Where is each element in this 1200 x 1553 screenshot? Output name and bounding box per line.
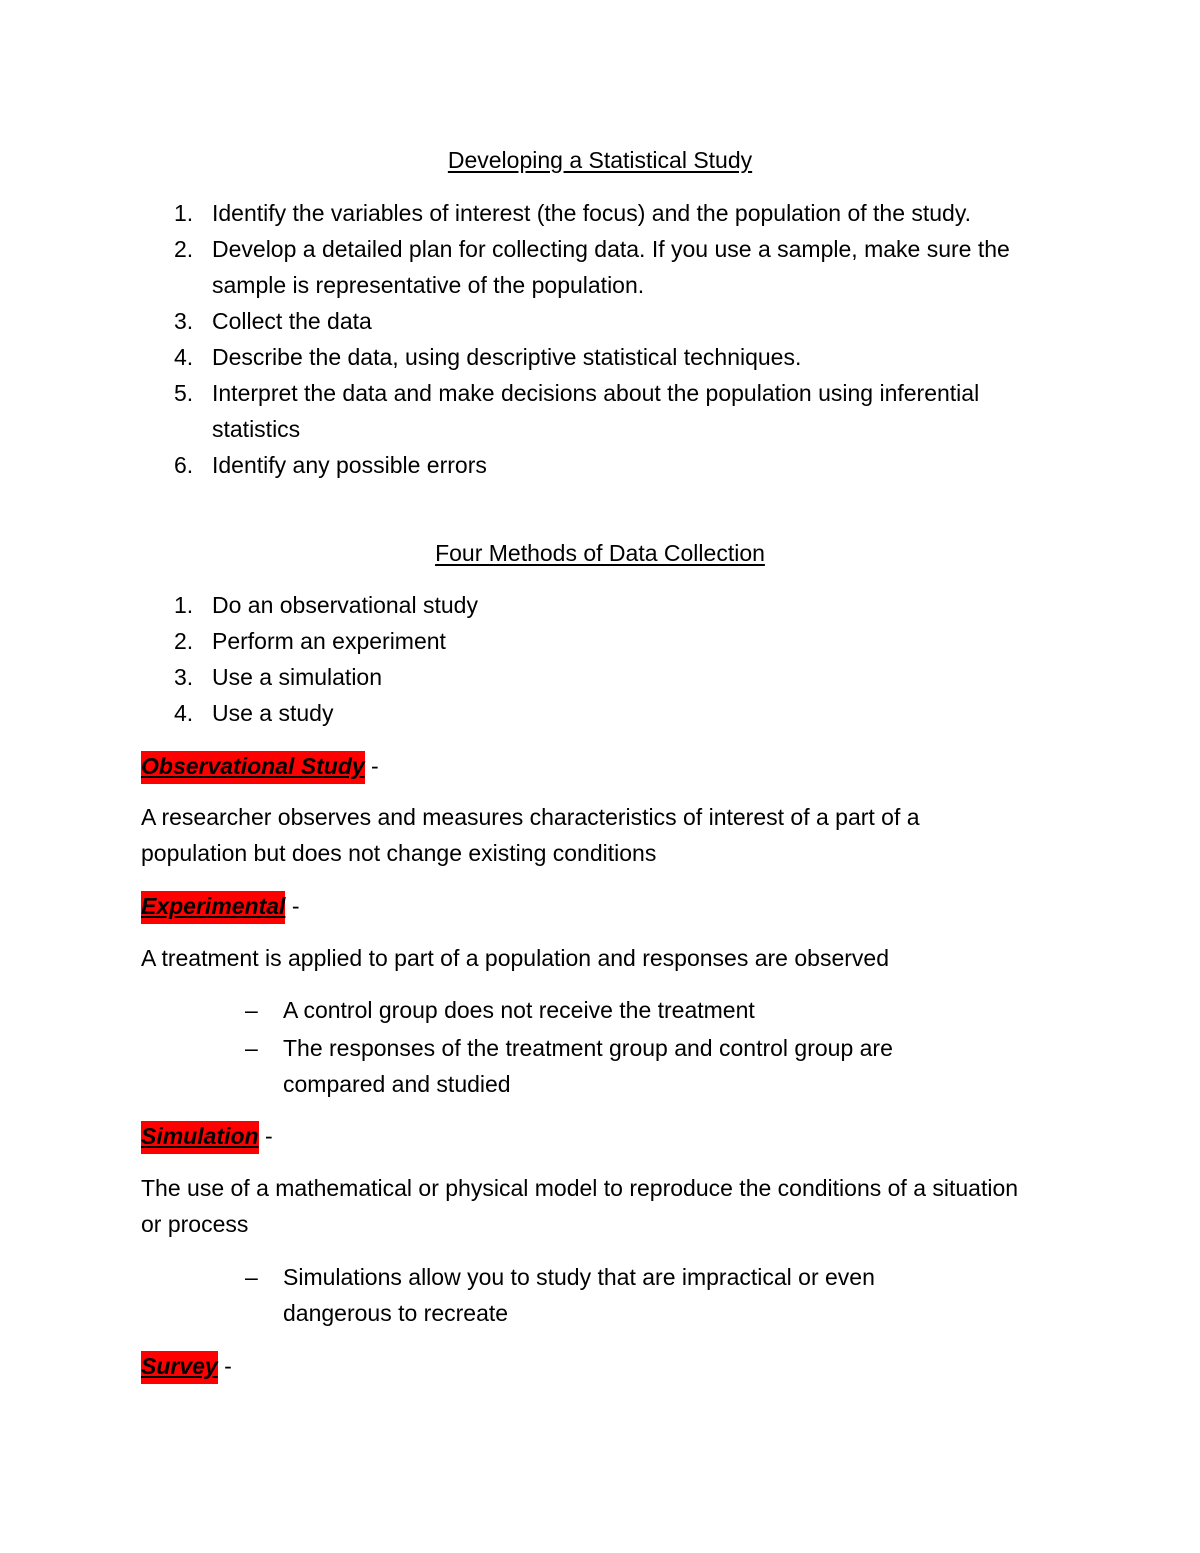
list-item (0, 447, 1200, 483)
list-item (0, 587, 1200, 623)
experimental-bullets (0, 992, 1200, 1104)
list-item-text: Do an observational study (212, 592, 478, 618)
list-item-text: A control group does not receive the treatment (283, 997, 755, 1023)
survey-term: Survey (141, 1351, 218, 1384)
heading-developing-study: Developing a Statistical Study (447, 147, 753, 173)
list-item (0, 339, 1200, 375)
list-number: 6. (174, 452, 194, 478)
dash-bullet: – (245, 1035, 258, 1061)
list-item (0, 992, 1200, 1028)
simulation-term: Simulation (141, 1121, 259, 1154)
experimental-definition: A treatment is applied to part of a population and responses are observed (141, 945, 889, 971)
list-item (0, 375, 1200, 447)
methods-list (0, 587, 1200, 731)
list-item-text: The responses of the treatment group and control group are compared and studied (283, 1035, 893, 1097)
list-item-text: Use a study (212, 700, 334, 726)
survey-term-line (141, 1348, 232, 1384)
list-number: 2. (174, 236, 194, 262)
list-item-text: Develop a detailed plan for collecting data. If you use a sample, make sure the sample is representative of the population. (212, 236, 1010, 298)
list-item-text: Identify any possible errors (212, 452, 487, 478)
list-item-text: Use a simulation (212, 664, 383, 690)
list-number: 1. (174, 592, 194, 618)
simulation-term-line (141, 1118, 273, 1154)
term-suffix: - (364, 753, 379, 779)
list-item (0, 1259, 1200, 1331)
term-suffix: - (258, 1123, 273, 1149)
list-item (0, 303, 1200, 339)
list-number: 1. (174, 200, 194, 226)
list-item (0, 231, 1200, 303)
experimental-term-line (141, 888, 300, 924)
list-item (0, 695, 1200, 731)
list-number: 4. (174, 344, 194, 370)
simulation-definition: The use of a mathematical or physical model to reproduce the conditions of a situation or process (141, 1175, 1019, 1237)
list-item-text: Collect the data (212, 308, 372, 334)
list-number: 3. (174, 664, 194, 690)
observational-study-term-line (141, 748, 379, 784)
heading-four-methods: Four Methods of Data Collection (435, 540, 765, 566)
list-item-text: Simulations allow you to study that are impractical or even dangerous to recreate (283, 1264, 875, 1326)
observational-study-definition: A researcher observes and measures characteristics of interest of a part of a population but does not change existing conditions (141, 804, 920, 866)
list-number: 3. (174, 308, 194, 334)
steps-list (0, 195, 1200, 483)
list-item (0, 659, 1200, 695)
dash-bullet: – (245, 997, 258, 1023)
list-number: 5. (174, 380, 194, 406)
term-suffix: - (217, 1353, 232, 1379)
list-number: 4. (174, 700, 194, 726)
simulation-bullets (0, 1259, 1200, 1333)
observational-study-term: Observational Study (141, 751, 365, 784)
list-item-text: Describe the data, using descriptive statistical techniques. (212, 344, 802, 370)
list-item (0, 623, 1200, 659)
term-suffix: - (285, 893, 300, 919)
dash-bullet: – (245, 1264, 258, 1290)
list-number: 2. (174, 628, 194, 654)
list-item-text: Interpret the data and make decisions about the population using inferential statistics (212, 380, 980, 442)
list-item (0, 195, 1200, 231)
list-item-text: Identify the variables of interest (the focus) and the population of the study. (212, 200, 972, 226)
list-item-text: Perform an experiment (212, 628, 446, 654)
experimental-term: Experimental (141, 891, 285, 924)
list-item (0, 1030, 1200, 1102)
